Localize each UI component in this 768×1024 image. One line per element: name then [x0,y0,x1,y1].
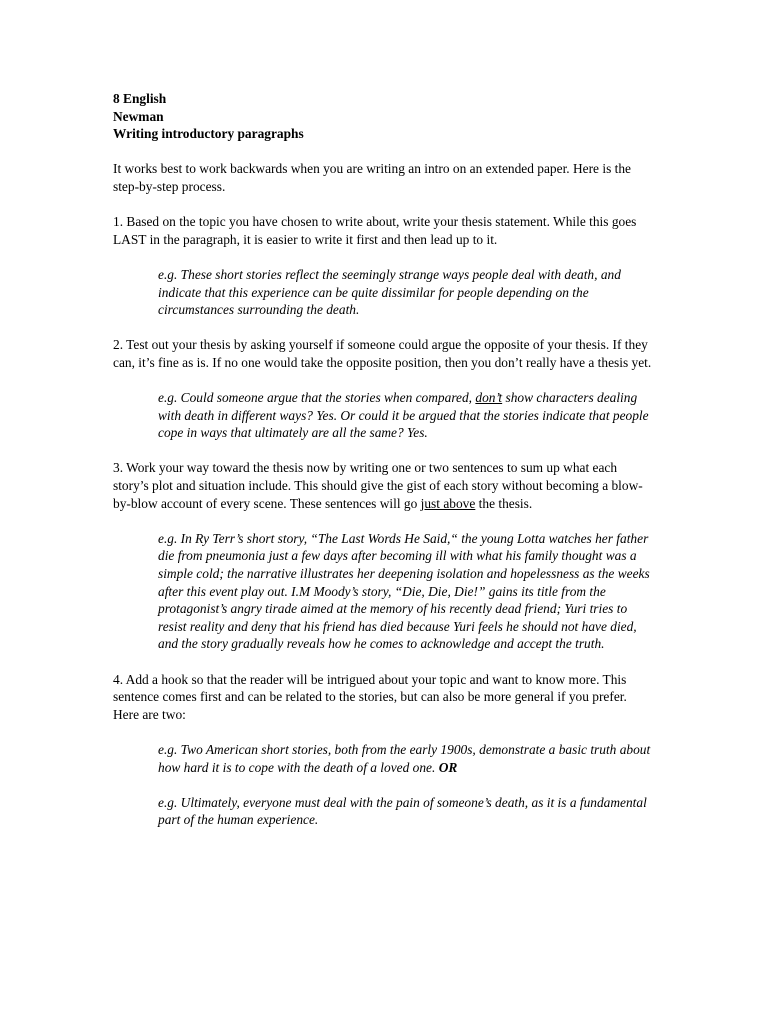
step-4-example-1-text: e.g. Two American short stories, both from the early 1900s, demonstrate a basic truth about how hard it is to cope with the death of a loved one. [158,741,651,775]
step-4-example-1 [158,741,653,776]
step-1-text: 1. Based on the topic you have chosen to write about, write your thesis statement. While this goes LAST in the paragraph, it is easier to write it first and then lead up to it. [113,214,637,247]
step-2-example-end: show characters dealing with death in different ways? Yes. Or could it be argued that the stories indicate that people cope in ways that ultimately are all the same? Yes. [158,390,649,441]
step-1-example: e.g. These short stories reflect the seemingly strange ways people deal with death, and indicate that this experience can be quite dissimilar for people depending on the circumstances surrounding the death. [158,266,621,318]
teacher-name: Newman [113,108,164,124]
step-2-text: 2. Test out your thesis by asking yourself if someone could argue the opposite of your thesis. If they can, it’s fine as is. If no one would take the opposite position, then you don’t really have a thesis yet. [113,337,652,370]
step-4-text: 4. Add a hook so that the reader will be intrigued about your topic and want to know more. This sentence comes first and can be related to the stories, but can also be more general if you prefer. Here are two: [113,671,627,722]
document-title: Writing introductory paragraphs [113,126,304,142]
document-page [113,90,653,829]
intro-paragraph: It works best to work backwards when you are writing an intro on an extended paper. Here is the step-by-step process. [113,161,631,194]
step-3-text-start: 3. Work your way toward the thesis now by writing one or two sentences to sum up what each story’s plot and situation include. This should give the gist of each story without becoming a blow-by-blow account of every scene. These sentences will go [113,460,643,511]
step-3-text-end: the thesis. [475,495,533,511]
course-name: 8 English [113,91,167,106]
step-2-example [158,389,653,442]
step-2-example-start: e.g. Could someone argue that the stories when compared, [158,390,476,406]
step-4-example-1-or: OR [438,759,458,775]
step-3-text [113,459,653,512]
step-2-example-underlined: don’t [475,390,503,406]
step-4-example-2: e.g. Ultimately, everyone must deal with the pain of someone’s death, as it is a fundamental part of the human experience. [158,794,647,828]
step-3-text-underlined: just above [420,495,476,511]
step-3-example: e.g. In Ry Terr’s short story, “The Last Words He Said,“ the young Lotta watches her father die from pneumonia just a few days after becoming ill with what his family thought was a simple cold; the narrative illustrates her deepening isolation and hopelessness as the weeks after this event play out. I.M Moody’s story, “Die, Die, Die!” gains its title from the protagonist’s angry tirade aimed at the memory of his recently dead friend; Yuri tries to resist reality and deny that his friend has died because Yuri feels he should not have died, and the story gradually reveals how he comes to acknowledge and accept the truth. [158,530,650,652]
